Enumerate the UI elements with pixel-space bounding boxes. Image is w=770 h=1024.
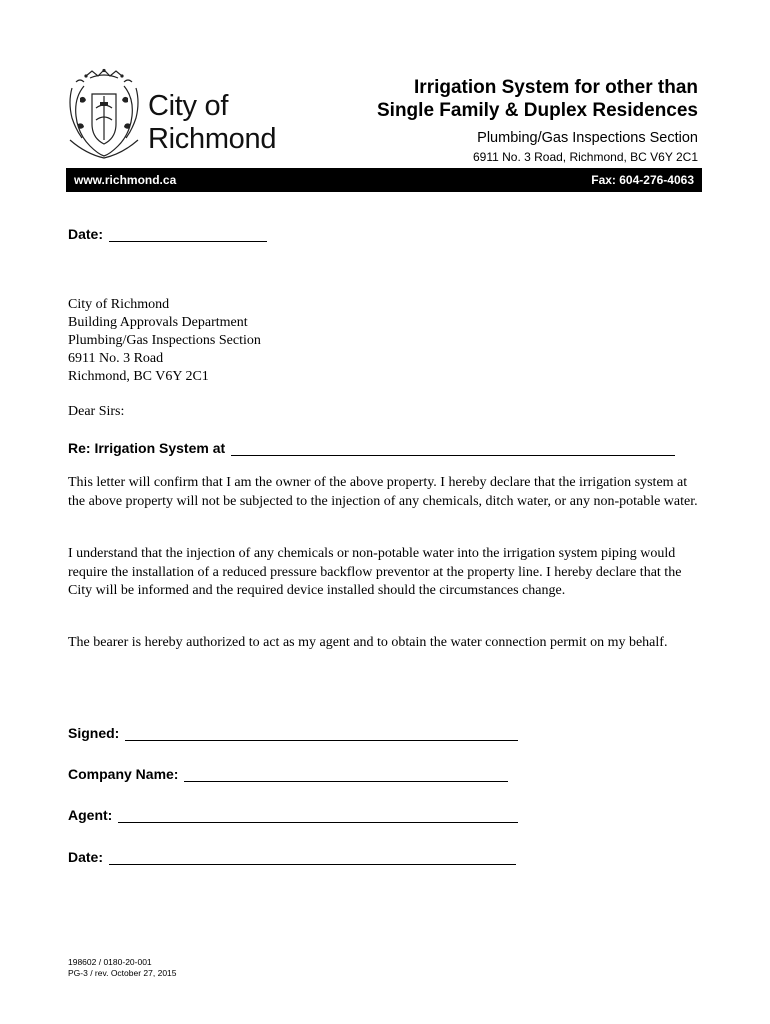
form-title-line-2: Single Family & Duplex Residences — [377, 100, 698, 121]
recipient-line-4: 6911 No. 3 Road — [68, 351, 164, 366]
logo-line-2: Richmond — [148, 123, 277, 155]
recipient-line-3: Plumbing/Gas Inspections Section — [68, 333, 261, 348]
paragraph-agent-authorization: The bearer is hereby authorized to act as my agent and to obtain the water connection permit on my behalf. — [68, 635, 668, 650]
fax-number: Fax: 604-276-4063 — [591, 173, 694, 187]
logo-line-1: City of — [148, 90, 229, 122]
form-header — [377, 76, 698, 165]
recipient-line-2: Building Approvals Department — [68, 315, 248, 330]
section-name: Plumbing/Gas Inspections Section — [477, 130, 698, 146]
website-link[interactable]: www.richmond.ca — [74, 173, 177, 187]
city-logo-text — [148, 90, 276, 156]
company-name-field — [68, 766, 508, 782]
signed-field — [68, 725, 518, 741]
date-bottom-label: Date: — [68, 849, 104, 865]
salutation: Dear Sirs: — [68, 404, 125, 419]
recipient-line-1: City of Richmond — [68, 297, 170, 312]
recipient-address — [68, 296, 261, 386]
form-footer — [68, 957, 177, 979]
recipient-line-5: Richmond, BC V6Y 2C1 — [68, 369, 209, 384]
re-field — [68, 440, 675, 456]
date-field-bottom — [68, 849, 516, 865]
form-reference-number: 198602 / 0180-20-001 — [68, 957, 152, 967]
date-label: Date: — [68, 226, 104, 242]
re-label: Re: Irrigation System at — [68, 440, 226, 456]
section-address: 6911 No. 3 Road, Richmond, BC V6Y 2C1 — [472, 150, 698, 164]
paragraph-backflow-requirement: I understand that the injection of any chemicals or non-potable water into the irrigation system piping would require the installation of a reduced pressure backflow preventor at the property line. I hereby declare that the City will be informed and the required device installed should the circumstances change. — [68, 546, 682, 598]
company-name-label: Company Name: — [68, 766, 179, 782]
form-revision: PG-3 / rev. October 27, 2015 — [68, 968, 177, 978]
signed-input-line[interactable] — [125, 726, 518, 741]
date-bottom-input-line[interactable] — [109, 850, 516, 865]
form-title-line-1: Irrigation System for other than — [414, 77, 698, 98]
agent-input-line[interactable] — [118, 808, 518, 823]
company-name-input-line[interactable] — [184, 767, 508, 782]
paragraph-owner-declaration: This letter will confirm that I am the owner of the above property. I hereby declare that the irrigation system at the above property will not be subjected to the injection of any chemicals, ditch water, or any non-potable water. — [68, 475, 698, 509]
signed-label: Signed: — [68, 725, 120, 741]
agent-field — [68, 807, 518, 823]
agent-label: Agent: — [68, 807, 113, 823]
contact-bar — [66, 168, 702, 192]
date-input-line[interactable] — [109, 227, 267, 242]
date-field-top — [68, 226, 267, 242]
property-address-input-line[interactable] — [231, 441, 675, 456]
city-crest-icon — [66, 68, 142, 160]
